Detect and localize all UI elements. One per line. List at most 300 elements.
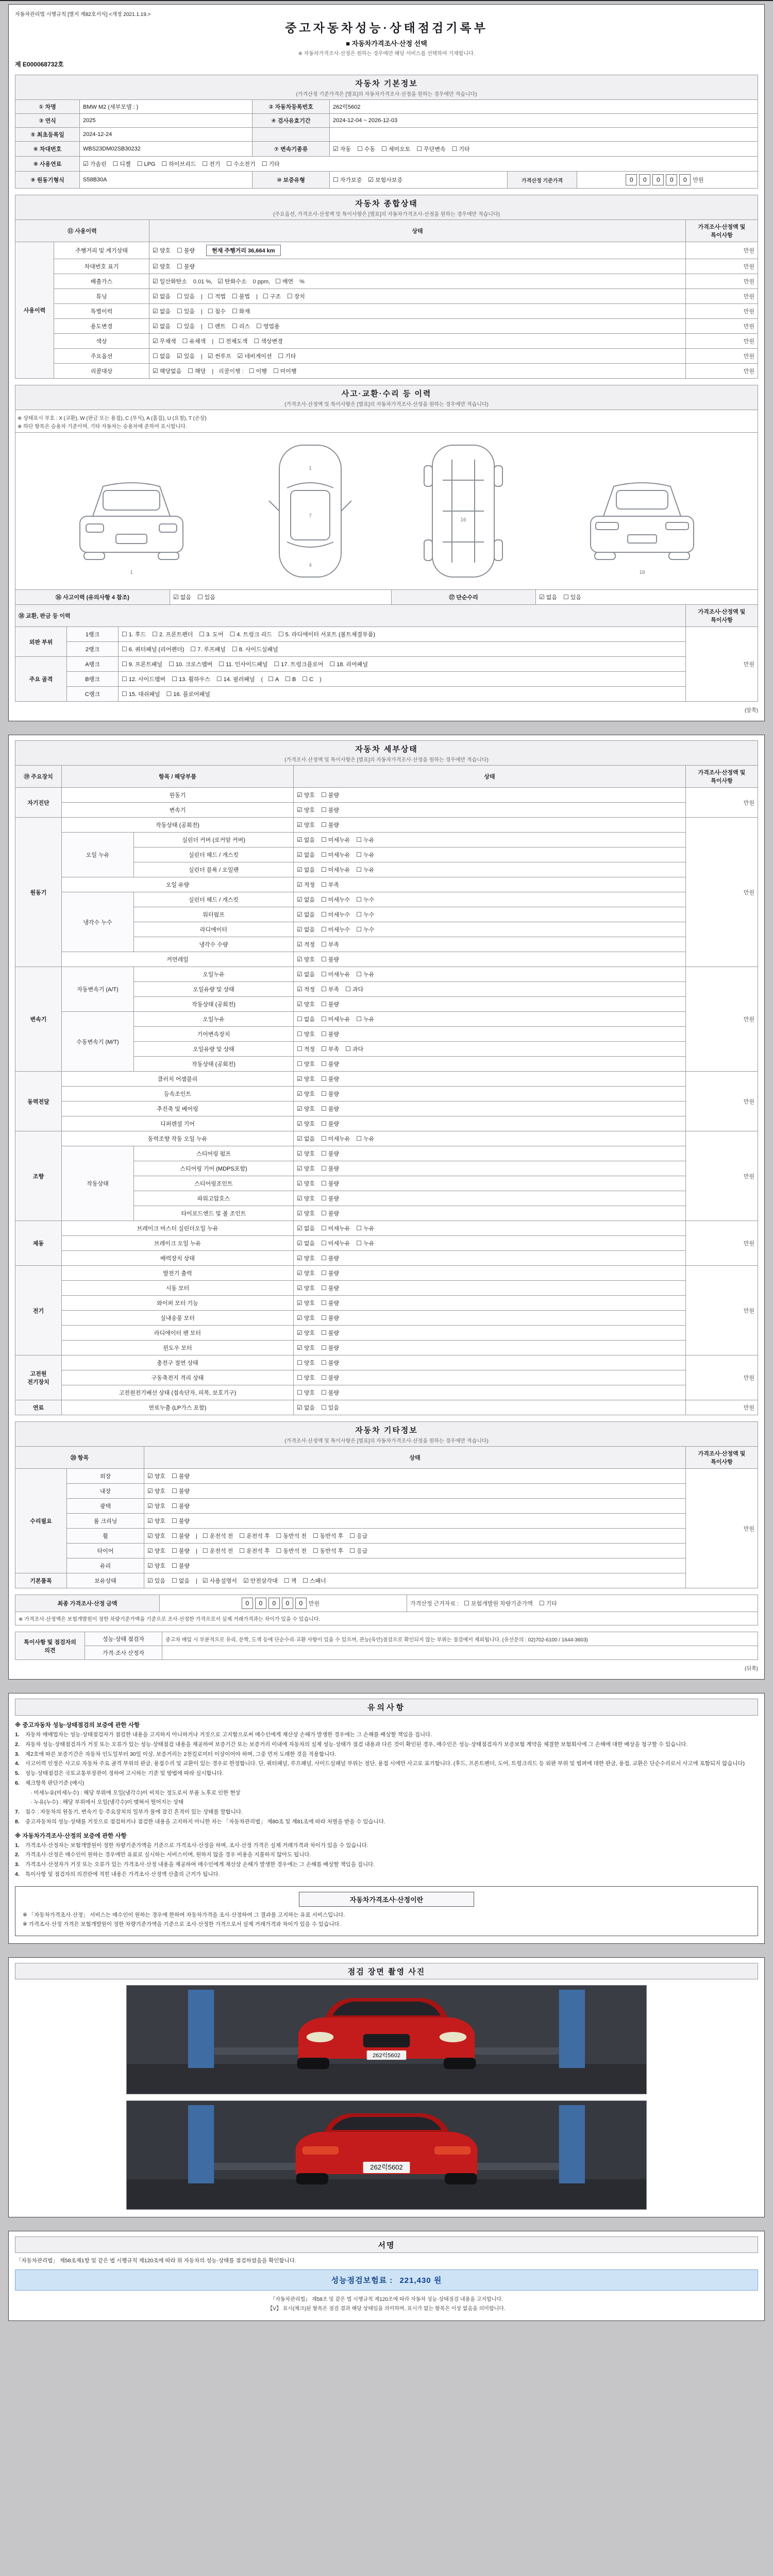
checkbox-없음[interactable]: [153, 307, 171, 315]
checkbox-침수[interactable]: [208, 307, 226, 315]
notice-item: [15, 1751, 758, 1759]
checkbox-미세누수[interactable]: [321, 910, 350, 919]
checked-box-icon: ☑: [368, 176, 374, 183]
item-text: 체크항목 판단기준 (예시): [25, 1780, 85, 1786]
checkbox-없음[interactable]: [297, 851, 315, 859]
checkbox-렌트[interactable]: [208, 322, 226, 330]
checkbox-누유[interactable]: [356, 1239, 374, 1247]
checkbox-17. 트렁크플로어[interactable]: [274, 660, 323, 668]
item-number: 7.: [15, 1809, 20, 1815]
checkbox-미세누유[interactable]: [321, 1134, 350, 1143]
checked-box-icon: ☑: [173, 594, 179, 601]
unchecked-box-icon: ☐: [356, 926, 362, 933]
checkbox-양호[interactable]: [147, 1532, 165, 1540]
checkbox-적법[interactable]: [208, 292, 226, 300]
checkbox-양호[interactable]: [147, 1517, 165, 1525]
checkbox-적정[interactable]: [297, 880, 315, 889]
checkbox-자가보증[interactable]: [333, 176, 362, 184]
cell: [294, 877, 686, 892]
notice-item: [15, 1741, 758, 1749]
checkbox-label: 없음: [159, 294, 171, 300]
checkbox-불량[interactable]: [172, 1562, 190, 1570]
checkbox-6. 쿼터패널 (리어펜더)[interactable]: [122, 645, 184, 653]
checkbox-불량[interactable]: [321, 1120, 339, 1128]
checkbox-해당없음[interactable]: [153, 367, 181, 375]
unchecked-box-icon: ☐: [321, 1255, 327, 1262]
checkbox-잭[interactable]: [284, 1577, 296, 1585]
cell: 스티어링조인트: [134, 1176, 294, 1191]
checkbox-양호[interactable]: [153, 262, 171, 270]
text: (: [261, 676, 263, 683]
checkbox-불량[interactable]: [321, 1209, 339, 1217]
checkbox-C[interactable]: [302, 675, 313, 683]
checkbox-불량[interactable]: [321, 1060, 339, 1068]
checkbox-양호[interactable]: [297, 1179, 315, 1188]
checkbox-양호[interactable]: [297, 1060, 315, 1068]
checkbox-장치[interactable]: [287, 292, 305, 300]
checked-box-icon: ☑: [147, 1517, 153, 1524]
checkbox-응급[interactable]: [349, 1532, 367, 1540]
unchecked-box-icon: ☐: [321, 941, 327, 948]
checkbox-있음[interactable]: [177, 352, 195, 360]
checkbox-양호[interactable]: [147, 1562, 165, 1570]
checkbox-있음[interactable]: [177, 292, 195, 300]
document-number: 제 E000068732호: [15, 61, 64, 68]
checkbox-미세누유[interactable]: [321, 970, 350, 978]
checkbox-5. 라디에이터 서포트 (볼트체결부품)[interactable]: [278, 630, 375, 638]
checkbox-과다[interactable]: [345, 985, 363, 993]
checkbox-없음[interactable]: [172, 1577, 190, 1585]
checkbox-label: 양호: [304, 1151, 315, 1157]
checkbox-미세누유[interactable]: [321, 836, 350, 844]
cell: 자동변속기 (A/T): [62, 967, 134, 1012]
checkbox-있음[interactable]: [177, 322, 195, 330]
checkbox-누유[interactable]: [356, 1224, 374, 1232]
checkbox-전기[interactable]: [202, 160, 220, 168]
sheet-back: [8, 735, 765, 1680]
checkbox-불량[interactable]: [321, 806, 339, 814]
checkbox-B[interactable]: [285, 675, 296, 683]
item-number: 4.: [15, 1760, 20, 1767]
checkbox-없음[interactable]: [297, 1224, 315, 1232]
checkbox-없음[interactable]: [297, 1403, 315, 1412]
checkbox-누유[interactable]: [356, 866, 374, 874]
checkbox-label: 없음: [304, 972, 315, 978]
table-row: [15, 766, 758, 788]
checkbox-양호[interactable]: [297, 1284, 315, 1292]
checkbox-미세누유[interactable]: [321, 1015, 350, 1023]
cell: [294, 952, 686, 967]
checkbox-불량[interactable]: [172, 1532, 190, 1540]
checkbox-화재[interactable]: [232, 307, 250, 315]
checkbox-동반석 전[interactable]: [276, 1547, 307, 1555]
checkbox-미세누유[interactable]: [321, 851, 350, 859]
checkbox-누수[interactable]: [356, 925, 374, 934]
checkbox-불량[interactable]: [321, 1164, 339, 1173]
checkbox-응급[interactable]: [349, 1547, 367, 1555]
checkbox-불량[interactable]: [321, 1329, 339, 1337]
checkbox-적정[interactable]: [297, 940, 315, 948]
checkbox-1. 후드[interactable]: [122, 630, 146, 638]
checkbox-없음[interactable]: [153, 292, 171, 300]
checkbox-적정[interactable]: [297, 985, 315, 993]
checkbox-운전석 전[interactable]: [203, 1547, 233, 1555]
checkbox-매연[interactable]: [275, 277, 293, 285]
checked-box-icon: ☑: [297, 866, 303, 873]
checkbox-불량[interactable]: [321, 791, 339, 799]
checkbox-가솔린[interactable]: [83, 160, 107, 168]
svg-text:7: 7: [308, 513, 312, 519]
checkbox-적정[interactable]: [297, 1045, 315, 1053]
checkbox-불량[interactable]: [321, 1030, 339, 1038]
checkbox-불량[interactable]: [321, 1344, 339, 1352]
checkbox-불량[interactable]: [321, 1075, 339, 1083]
unchecked-box-icon: ☐: [321, 1150, 327, 1157]
unchecked-box-icon: ☐: [321, 1299, 327, 1307]
table-row: [15, 1012, 758, 1027]
checkbox-양호[interactable]: [297, 1374, 315, 1382]
checkbox-유채색[interactable]: [182, 337, 206, 345]
checkbox-무단변속[interactable]: [416, 145, 445, 153]
checkbox-label: 기타: [546, 1601, 557, 1607]
checkbox-구조[interactable]: [263, 292, 281, 300]
checkbox-12. 사이드멤버[interactable]: [122, 675, 165, 683]
checkbox-불량[interactable]: [177, 246, 195, 255]
checkbox-양호[interactable]: [297, 1105, 315, 1113]
checkbox-미이행[interactable]: [273, 367, 297, 375]
checkbox-label: A: [275, 676, 279, 683]
price-survey-definition-box: [15, 1886, 758, 1937]
checkbox-네비게이션[interactable]: [238, 352, 272, 360]
checkbox-label: C: [309, 676, 314, 683]
checkbox-미세누수[interactable]: [321, 895, 350, 904]
checkbox-18. 리어패널[interactable]: [329, 660, 368, 668]
checkbox-양호[interactable]: [297, 1254, 315, 1262]
unchecked-box-icon: ☐: [563, 594, 569, 601]
checkbox-누유[interactable]: [356, 1015, 374, 1023]
checkbox-스패너[interactable]: [303, 1577, 326, 1585]
checkbox-불량[interactable]: [172, 1502, 190, 1510]
cell: 라디에이터 팬 모터: [62, 1326, 294, 1341]
unchecked-box-icon: ☐: [172, 1517, 177, 1524]
checkbox-양호[interactable]: [297, 1120, 315, 1128]
checkbox-불량[interactable]: [321, 1388, 339, 1397]
checkbox-불량[interactable]: [321, 1149, 339, 1158]
checkbox-사용설명서[interactable]: [203, 1577, 237, 1585]
checkbox-운전석 후[interactable]: [239, 1547, 270, 1555]
cell: [294, 1131, 686, 1146]
cell: 원동기: [15, 818, 62, 967]
checkbox-불법[interactable]: [232, 292, 250, 300]
item-text: 자동차 매매업자는 성능·상태점검자가 점검한 내용을 고지하지 아니하거나 거짓으로 고지함으로써 매수인에게 재산상 손해가 발생한 경우에는 그 손해를 배상할 책임을 집니다.: [25, 1732, 432, 1738]
checkbox-불량[interactable]: [321, 1374, 339, 1382]
text: |: [212, 338, 214, 345]
checkbox-전체도색[interactable]: [219, 337, 247, 345]
checkbox-11. 인사이드패널[interactable]: [219, 660, 267, 668]
checkbox-리스[interactable]: [232, 322, 250, 330]
header-cell: ⑱ 교환, 판금 등 이력: [15, 605, 686, 627]
checkbox-미세누유[interactable]: [321, 866, 350, 874]
unchecked-box-icon: ☐: [321, 806, 327, 814]
checkbox-label: 양호: [159, 264, 171, 270]
checkbox-불량[interactable]: [177, 262, 195, 270]
checkbox-없음[interactable]: [297, 836, 315, 844]
checkbox-자동[interactable]: [333, 145, 351, 153]
checkbox-양호[interactable]: [297, 1359, 315, 1367]
checkbox-불량[interactable]: [321, 1299, 339, 1307]
checkbox-미세누유[interactable]: [321, 1224, 350, 1232]
checkbox-14. 필러패널[interactable]: [216, 675, 255, 683]
checkbox-기타[interactable]: [262, 160, 280, 168]
checkbox-썬루프[interactable]: [208, 352, 231, 360]
checkbox-없음[interactable]: [297, 1134, 315, 1143]
checkbox-양호[interactable]: [297, 1344, 315, 1352]
accident-title-bar: [15, 385, 758, 410]
checkbox-수소전기[interactable]: [226, 160, 255, 168]
checkbox-누유[interactable]: [356, 1134, 374, 1143]
checkbox-누수[interactable]: [356, 895, 374, 904]
checkbox-3. 도어[interactable]: [199, 630, 223, 638]
checkbox-불량[interactable]: [321, 1314, 339, 1322]
table-row: [15, 1632, 758, 1646]
checkbox-label: 양호: [304, 822, 315, 828]
checkbox-15. 대쉬패널[interactable]: [122, 690, 160, 698]
checkbox-부족[interactable]: [321, 1045, 339, 1053]
checkbox-양호[interactable]: [297, 1075, 315, 1083]
checked-box-icon: ☑: [202, 1577, 208, 1584]
checkbox-해당[interactable]: [188, 367, 206, 375]
checkbox-불량[interactable]: [321, 1359, 339, 1367]
checkbox-없음[interactable]: [297, 866, 315, 874]
cell: 만원: [686, 289, 758, 304]
checkbox-label: 누유: [363, 867, 375, 873]
checkbox-불량[interactable]: [321, 1179, 339, 1188]
checkbox-8. 사이드실패널[interactable]: [232, 645, 278, 653]
form-reference: 자동차관리법 시행규칙 [별지 제82호서식] <개정 2021.1.19.>: [15, 12, 151, 18]
table-row: [15, 274, 758, 289]
checkbox-양호[interactable]: [297, 1209, 315, 1217]
checkbox-없음[interactable]: [297, 925, 315, 934]
checkbox-label: 미세누수: [328, 897, 350, 903]
checkbox-양호[interactable]: [297, 1000, 315, 1008]
checkbox-불량[interactable]: [321, 955, 339, 963]
checkbox-LPG[interactable]: [137, 160, 156, 167]
checkbox-label: 11. 인사이드패널: [226, 662, 268, 668]
checkbox-영업용[interactable]: [256, 322, 280, 330]
checkbox-2. 프론트펜더[interactable]: [152, 630, 193, 638]
checkbox-13. 휠하우스[interactable]: [172, 675, 210, 683]
price-survey-select-option[interactable]: ■ 자동차가격조사·산정 선택: [346, 40, 427, 47]
checkbox-누수[interactable]: [356, 910, 374, 919]
checkbox-label: 14. 필러패널: [223, 676, 255, 683]
checkbox-label: 미세누유: [328, 867, 350, 873]
checkbox-불량[interactable]: [321, 1284, 339, 1292]
checkbox-불량[interactable]: [321, 1090, 339, 1098]
checkbox-불량[interactable]: [172, 1472, 190, 1480]
checkbox-동반석 후[interactable]: [313, 1532, 343, 1540]
table-row: [15, 833, 758, 848]
checkbox-미세누수[interactable]: [321, 925, 350, 934]
checkbox-운전석 전[interactable]: [203, 1532, 233, 1540]
checkbox-없음[interactable]: [297, 910, 315, 919]
table-row: [15, 220, 758, 242]
cell: WBS23DM02SB30232: [80, 142, 253, 157]
legend-line: ※ 하단 항목은 승용차 기준이며, 기타 자동차는 승용차에 준하여 표시합니다.: [18, 424, 187, 430]
table-row: [15, 128, 758, 142]
checkbox-누유[interactable]: [356, 851, 374, 859]
checkbox-기타[interactable]: [452, 145, 470, 153]
checked-box-icon: ☑: [297, 1090, 303, 1097]
table-row: [15, 259, 758, 274]
checkbox-없음[interactable]: [153, 322, 171, 330]
checkbox-동반석 후[interactable]: [313, 1547, 343, 1555]
section-detail-state: [15, 740, 758, 1415]
table-row: [15, 657, 758, 672]
checkbox-이행[interactable]: [249, 367, 267, 375]
cell: [119, 687, 686, 702]
checkbox-있음[interactable]: [197, 593, 215, 601]
checkbox-탄화수소[interactable]: [217, 277, 246, 285]
checkbox-없음[interactable]: [297, 895, 315, 904]
checkbox-없음[interactable]: [297, 1239, 315, 1247]
checkbox-양호[interactable]: [147, 1502, 165, 1510]
checkbox-7. 루프패널[interactable]: [190, 645, 226, 653]
item-text: 가격조사·산정자가 거짓 또는 오류가 있는 가격조사·산정 내용을 제공하여 매수인에게 재산상 손해가 발생한 경우에는 그 손해를 배상할 책임을 집니다.: [25, 1861, 375, 1868]
checkbox-양호[interactable]: [147, 1472, 165, 1480]
checkbox-디젤[interactable]: [113, 160, 131, 168]
checkbox-없음[interactable]: [297, 970, 315, 978]
checkbox-불량[interactable]: [321, 1269, 339, 1277]
checkbox-불량[interactable]: [321, 1194, 339, 1202]
section-title: 점검 장면 촬영 사진: [347, 1968, 426, 1977]
checkbox-보험사보증[interactable]: [368, 176, 402, 184]
checkbox-동반석 전[interactable]: [276, 1532, 307, 1540]
checkbox-label: 안전삼각대: [250, 1578, 278, 1584]
unchecked-box-icon: ☐: [283, 1577, 290, 1584]
checkbox-있음[interactable]: [563, 593, 581, 601]
section-title: 자동차 기본정보: [355, 79, 418, 88]
checkbox-불량[interactable]: [321, 1000, 339, 1008]
checkbox-누유[interactable]: [356, 970, 374, 978]
checkbox-양호[interactable]: [297, 1314, 315, 1322]
checkbox-양호[interactable]: [297, 1388, 315, 1397]
checkbox-양호[interactable]: [147, 1487, 165, 1495]
checkbox-양호[interactable]: [153, 246, 171, 255]
section-inspector-opinion: [15, 1632, 758, 1672]
checkbox-불량[interactable]: [321, 1254, 339, 1262]
table-row: [15, 100, 758, 114]
checkbox-불량[interactable]: [321, 821, 339, 829]
cell: [149, 319, 686, 334]
checkbox-부족[interactable]: [321, 940, 339, 948]
unchecked-box-icon: ☐: [273, 367, 279, 375]
cell: ※ 가격조사·산정액은 보험개발원이 정한 차량기준가액을 기준으로 조사·산정한 가격으로서 실제 거래가격과는 차이가 있을 수 있습니다.: [15, 1612, 758, 1625]
checkbox-양호[interactable]: [297, 791, 315, 799]
checkbox-있음[interactable]: [177, 307, 195, 315]
checkbox-label: 불량: [328, 1076, 340, 1082]
checkbox-무채색[interactable]: [153, 337, 176, 345]
checkbox-양호[interactable]: [147, 1547, 165, 1555]
checkbox-안전삼각대[interactable]: [243, 1577, 278, 1585]
checkbox-양호[interactable]: [297, 1194, 315, 1202]
checked-box-icon: ☑: [297, 941, 303, 948]
checkbox-양호[interactable]: [297, 1164, 315, 1173]
checkbox-label: 동반석 후: [320, 1533, 344, 1539]
checkbox-9. 프론트패널[interactable]: [122, 660, 162, 668]
checkbox-16. 플로어패널[interactable]: [166, 690, 210, 698]
checkbox-불량[interactable]: [172, 1517, 190, 1525]
checkbox-색상변경[interactable]: [254, 337, 282, 345]
checkbox-label: 누수: [363, 912, 375, 918]
checkbox-과다[interactable]: [345, 1045, 363, 1053]
checkbox-부족[interactable]: [321, 985, 339, 993]
checked-box-icon: ☑: [177, 352, 182, 360]
checkbox-운전석 후[interactable]: [239, 1532, 270, 1540]
checkbox-없음[interactable]: [153, 352, 171, 360]
checkbox-4. 트렁크 리드[interactable]: [230, 630, 272, 638]
checkbox-label: 이행: [256, 368, 267, 375]
cell: 오일유량 및 상태: [134, 1042, 294, 1057]
checkbox-없음[interactable]: [173, 593, 191, 601]
checkbox-있음[interactable]: [321, 1403, 339, 1412]
notices-title-bar: 유의사항: [15, 1699, 758, 1716]
checkbox-양호[interactable]: [297, 1030, 315, 1038]
cell: 기어변속장치: [134, 1027, 294, 1042]
checkbox-label: 양호: [304, 1285, 315, 1292]
svg-text:18: 18: [638, 570, 645, 575]
checkbox-불량[interactable]: [172, 1547, 190, 1555]
checkbox-기타[interactable]: [278, 352, 296, 360]
checkbox-양호[interactable]: [297, 821, 315, 829]
checkbox-미세누유[interactable]: [321, 1239, 350, 1247]
checkbox-일산화탄소[interactable]: [153, 277, 187, 285]
checkbox-세미오토[interactable]: [381, 145, 410, 153]
unchecked-box-icon: ☐: [261, 160, 267, 167]
text: |: [196, 1548, 197, 1554]
checkbox-수동[interactable]: [357, 145, 375, 153]
checkbox-양호[interactable]: [297, 806, 315, 814]
checkbox-A[interactable]: [268, 675, 279, 683]
checkbox-label: 양호: [154, 1488, 166, 1495]
checkbox-양호[interactable]: [297, 1090, 315, 1098]
checked-box-icon: ☑: [297, 1150, 303, 1157]
checkbox-하이브리드[interactable]: [161, 160, 196, 168]
checkbox-불량[interactable]: [321, 1105, 339, 1113]
checkbox-없음[interactable]: [297, 1015, 315, 1023]
checkbox-기타[interactable]: [539, 1599, 557, 1607]
table-row: [15, 642, 758, 657]
checked-box-icon: ☑: [297, 1269, 303, 1277]
checkbox-누유[interactable]: [356, 836, 374, 844]
checkbox-label: 8. 사이드실패널: [239, 647, 278, 653]
checkbox-있음[interactable]: [147, 1577, 165, 1585]
checkbox-불량[interactable]: [172, 1487, 190, 1495]
table-row: [15, 319, 758, 334]
checkbox-10. 크로스멤버[interactable]: [169, 660, 212, 668]
checkbox-양호[interactable]: [297, 1269, 315, 1277]
checkbox-양호[interactable]: [297, 955, 315, 963]
checkbox-양호[interactable]: [297, 1329, 315, 1337]
checkbox-없음[interactable]: [539, 593, 557, 601]
checkbox-label: 있음: [328, 1405, 340, 1411]
checkbox-양호[interactable]: [297, 1299, 315, 1307]
checkbox-보험개발원 차량기준가액[interactable]: [464, 1599, 533, 1607]
cell: [294, 848, 686, 862]
checked-box-icon: ☑: [297, 1225, 303, 1232]
cell: 차대번호 표기: [54, 259, 149, 274]
checkbox-양호[interactable]: [297, 1149, 315, 1158]
checkbox-부족[interactable]: [321, 880, 339, 889]
